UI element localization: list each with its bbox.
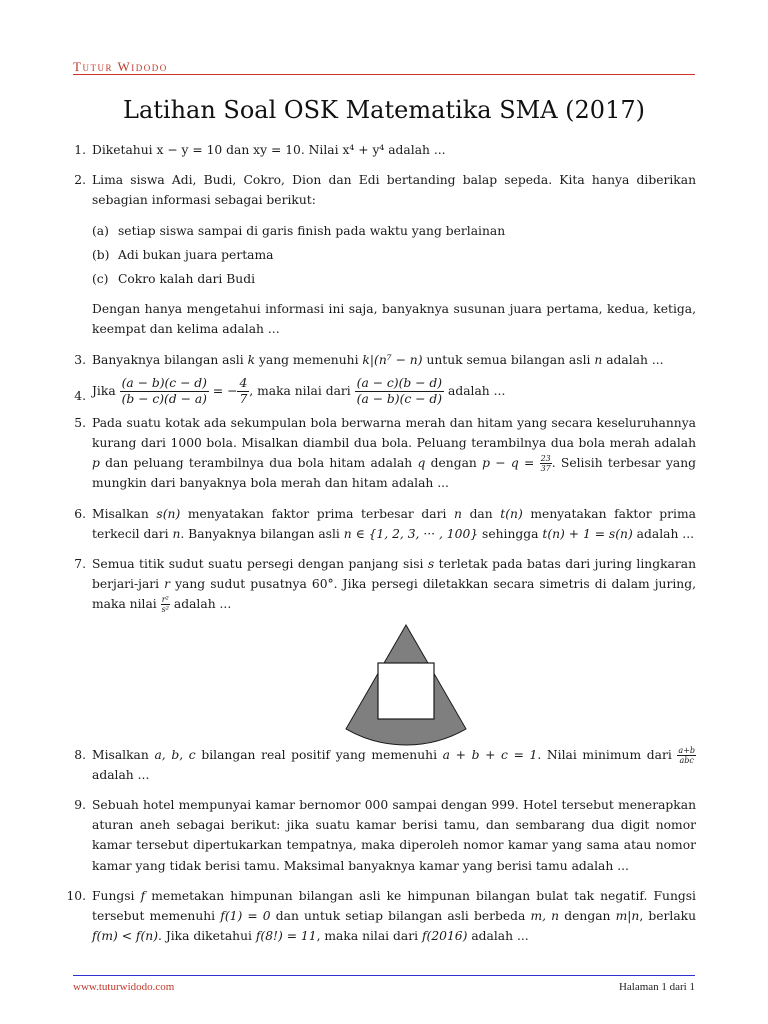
numerator: 23 [540, 454, 551, 464]
problem-text [92, 413, 696, 494]
math-var: k [247, 352, 256, 367]
text-segment: untuk semua bilangan asli [426, 352, 591, 367]
math-expression: s(n) [156, 506, 181, 521]
denominator: 7 [239, 391, 248, 406]
text-segment: adalah ... [471, 929, 529, 944]
text-segment: Misalkan [92, 506, 149, 521]
numerator: (a − c)(b − d) [356, 375, 443, 390]
math-expression: p − q = [482, 456, 535, 471]
condition-item [92, 269, 696, 289]
problem-2 [60, 170, 696, 339]
math-expression: = − [212, 383, 238, 398]
problem-number: 4. [74, 388, 86, 403]
footer-website-link[interactable]: www.tuturwidodo.com [73, 981, 175, 993]
math-var: n [454, 506, 462, 521]
math-expression: f(2016) [421, 929, 468, 944]
text-segment: , maka nilai dari [316, 929, 419, 944]
text-segment: Semua titik sudut suatu persegi dengan panjang sisi [92, 557, 424, 572]
text-segment: dan peluang terambilnya dua bola hitam adalah [105, 456, 413, 471]
sector-square-figure [92, 615, 728, 743]
condition-label: (c) [92, 272, 109, 287]
text-segment: adalah ... [636, 526, 695, 541]
math-var: r [164, 577, 171, 592]
text-segment: yang memenuhi [258, 352, 359, 367]
text-segment: . Jika diketahui [158, 929, 252, 944]
condition-label: (b) [92, 247, 110, 262]
problem-4 [60, 376, 696, 407]
problem-intro: Lima siswa Adi, Budi, Cokro, Dion dan Edi bertanding balap sepeda. Kita hanya diberikan sebagian informasi sebagai berikut: [92, 173, 696, 208]
text-segment: memetakan himpunan bilangan asli ke himpunan bilangan bulat tak negatif. Fungsi tersebut memenuhi [92, 888, 696, 924]
numerator: 4 [239, 375, 248, 390]
denominator: s² [161, 605, 169, 615]
problem-text [92, 886, 696, 947]
problem-8 [60, 745, 696, 785]
problem-text: Sebuah hotel mempunyai kamar bernomor 000 sampai dengan 999. Hotel tersebut menerapkan aturan aneh sebagai berikut: jika suatu kamar berisi tamu, dan sembarang dua digit nomor kamar tersebut dipertukarkan tempatnya, maka diperoleh nomor kamar yang sama atau nomor kamar yang tidak berisi tamu. Maksimal banyaknya kamar yang berisi tamu adalah ... [92, 798, 696, 873]
inscribed-square [378, 663, 434, 719]
math-expression: t(n) + 1 = s(n) [542, 526, 633, 541]
header [73, 56, 695, 75]
math-var: n [172, 526, 181, 541]
condition-text: Cokro kalah dari Budi [118, 272, 256, 287]
condition-item [92, 221, 696, 241]
text-segment: . Selisih terbesar yang mungkin dari banyaknya bola merah dan hitam adalah ... [92, 456, 697, 491]
problem-6 [60, 504, 696, 544]
text-segment: Misalkan [92, 747, 149, 762]
text-segment: Pada suatu kotak ada sekumpulan bola berwarna merah dan hitam yang secara keseluruhannya kurang dari 1000 bola. Misalkan diambil dua bola. Peluang terambilnya dua bola merah adalah [92, 415, 696, 451]
text-segment: dengan [564, 909, 611, 924]
problem-number: 3. [74, 352, 86, 367]
condition-text: setiap siswa sampai di garis finish pada waktu yang berlainan [118, 223, 506, 238]
text-segment: dan [469, 506, 493, 521]
text-segment: dengan [430, 456, 477, 471]
condition-label: (a) [92, 223, 109, 238]
text-segment: . Banyaknya bilangan asli [180, 526, 340, 541]
denominator: (a − b)(c − d) [356, 391, 443, 406]
text-segment: Banyaknya bilangan asli [92, 352, 244, 367]
math-var: f [140, 888, 146, 903]
problem-7 [60, 554, 696, 743]
numerator: a+b [678, 745, 696, 755]
text-segment: Jika [92, 383, 116, 398]
math-expression: f(1) = 0 [220, 909, 271, 924]
problem-number: 7. [74, 557, 86, 572]
math-expression: f(m) < f(n) [92, 929, 158, 944]
text-segment: sehingga [482, 526, 539, 541]
problem-5 [60, 413, 696, 494]
footer-rule [73, 975, 695, 976]
problem-outro: Dengan hanya mengetahui informasi ini saja, banyaknya susunan juara pertama, kedua, ketiga, keempat dan kelima adalah ... [92, 302, 696, 337]
problem-number: 5. [74, 415, 86, 430]
text-segment: adalah ... [173, 597, 232, 612]
fraction [540, 454, 552, 473]
text-segment: bilangan real positif yang memenuhi [201, 747, 438, 762]
math-expression: f(8!) = 11 [255, 929, 317, 944]
footer-page-number: Halaman 1 dari 1 [618, 981, 695, 993]
fraction [120, 376, 209, 407]
text-segment: menyatakan faktor prima terkecil dari [92, 506, 696, 541]
text-segment: Fungsi [92, 888, 135, 903]
problem-1 [60, 140, 696, 160]
math-var: q [417, 456, 426, 471]
numerator: r² [161, 595, 169, 605]
problem-text [92, 554, 696, 615]
text-segment: yang sudut pusatnya 60°. Jika persegi diletakkan secara simetris di dalam juring, maka nilai [92, 577, 696, 612]
problem-list [60, 140, 696, 946]
math-var: n [594, 352, 603, 367]
problem-text [92, 504, 696, 544]
fraction [237, 376, 249, 407]
math-expression: m, n [530, 909, 560, 924]
header-rule [73, 74, 695, 75]
condition-text: Adi bukan juara pertama [118, 247, 274, 262]
problem-number: 10. [66, 888, 86, 903]
problem-text [92, 745, 696, 785]
problem-text [92, 376, 696, 407]
math-expression: t(n) [500, 506, 523, 521]
text-segment: . Nilai minimum dari [537, 747, 672, 762]
problem-9 [60, 795, 696, 876]
problem-number: 1. [74, 143, 86, 157]
math-expression: a, b, c [154, 747, 196, 762]
math-var: s [427, 557, 435, 572]
problem-10 [60, 886, 696, 947]
math-var: p [92, 456, 100, 471]
denominator: abc [679, 755, 694, 765]
fraction [355, 376, 444, 407]
author-name: Tutur Widodo [73, 59, 168, 74]
text-segment: terletak pada batas dari juring lingkaran berjari-jari [92, 557, 696, 592]
condition-list [92, 221, 696, 290]
math-expression: n ∈ {1, 2, 3, ··· , 100} [343, 526, 479, 541]
text-segment: dan untuk setiap bilangan asli berbeda [275, 909, 526, 924]
text-segment: , berlaku [639, 909, 697, 924]
problem-text: Diketahui x − y = 10 dan xy = 10. Nilai x⁴ + y⁴ adalah ... [92, 143, 446, 157]
problem-number: 9. [74, 798, 86, 813]
text-segment: , maka nilai dari [249, 383, 351, 398]
text-segment: adalah ... [448, 383, 506, 398]
page-title: Latihan Soal OSK Matematika SMA (2017) [123, 96, 645, 124]
fraction [161, 595, 170, 614]
problem-text [92, 350, 696, 370]
problem-number: 2. [74, 173, 86, 188]
sector-diagram [60, 621, 696, 749]
math-expression: k|(n⁷ − n) [362, 352, 423, 367]
problem-number: 8. [74, 747, 86, 762]
fraction [677, 746, 696, 765]
text-segment: menyatakan faktor prima terbesar dari [187, 506, 447, 521]
denominator: (b − c)(d − a) [121, 391, 207, 406]
text-segment: adalah ... [606, 352, 664, 367]
problem-3 [60, 350, 696, 370]
math-expression: a + b + c = 1 [442, 747, 538, 762]
text-segment: adalah ... [92, 767, 150, 782]
math-expression: m|n [615, 909, 640, 924]
problem-number: 6. [74, 506, 86, 521]
numerator: (a − b)(c − d) [121, 375, 207, 390]
condition-item [92, 245, 696, 265]
denominator: 37 [540, 464, 551, 474]
